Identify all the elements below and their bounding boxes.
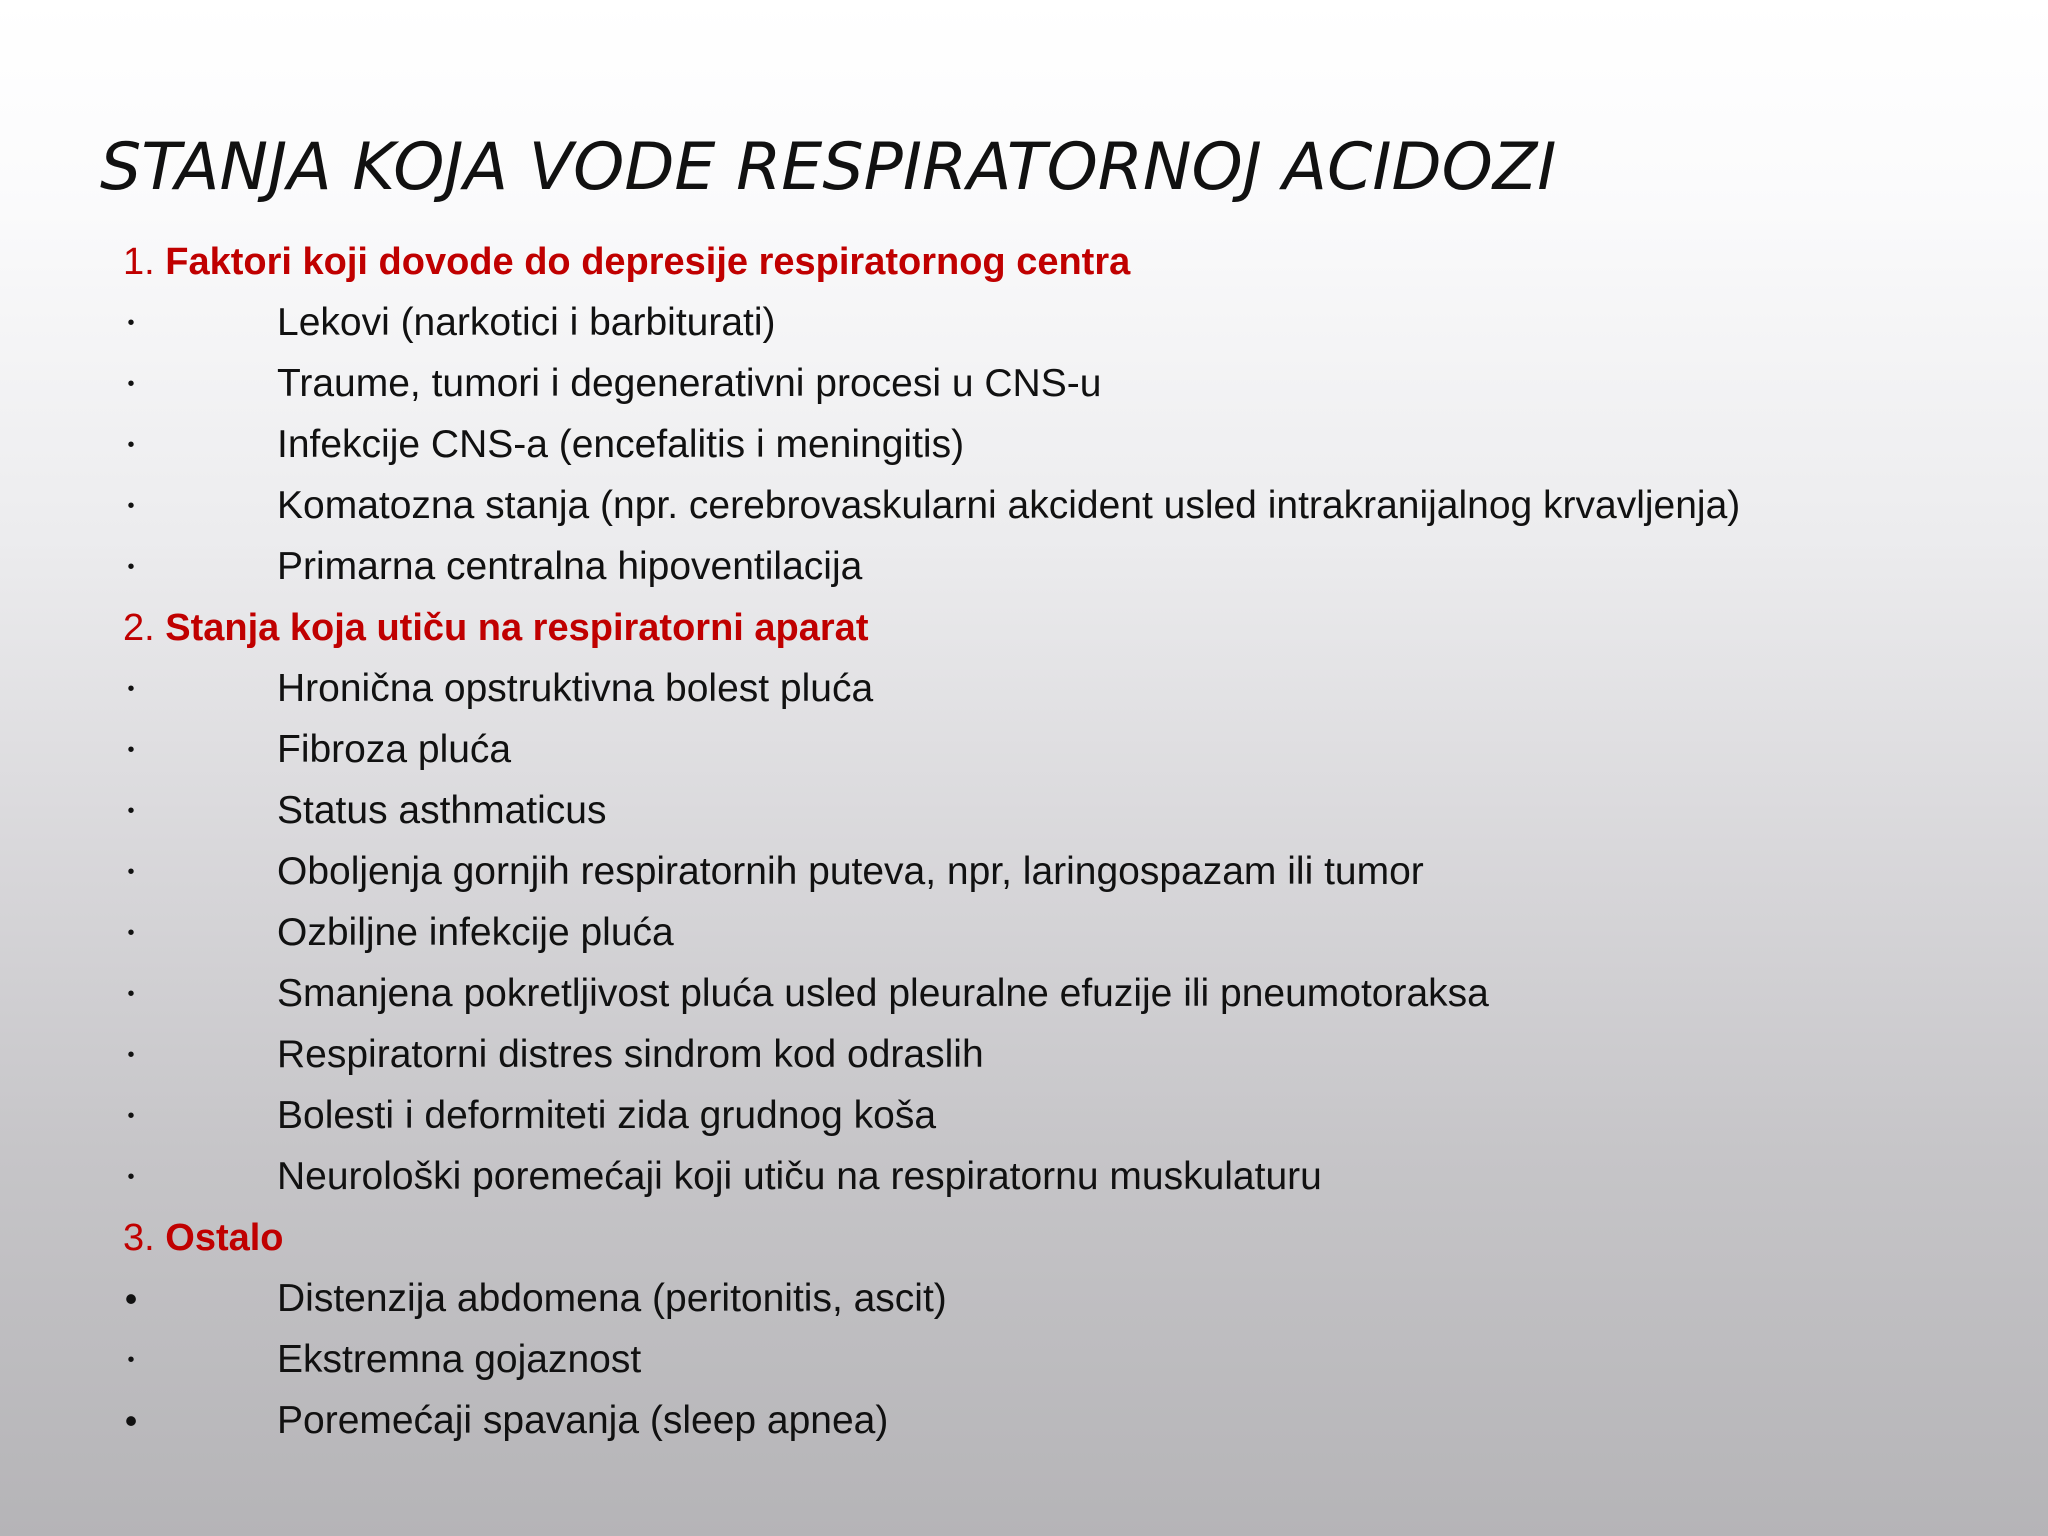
list-item-text: Neurološki poremećaji koji utiču na respiratornu muskulaturu xyxy=(277,1155,1322,1198)
bullet-icon: • xyxy=(127,556,135,578)
slide-content xyxy=(0,232,2048,1452)
bullet-icon: • xyxy=(127,678,135,700)
section-heading-2 xyxy=(0,598,2048,659)
list-item-text: Lekovi (narkotici i barbiturati) xyxy=(277,301,776,344)
section-heading-text: Stanja koja utiču na respiratorni aparat xyxy=(165,607,869,649)
list-item xyxy=(0,659,2048,720)
bullet-icon: • xyxy=(127,1044,135,1066)
list-item xyxy=(0,1147,2048,1208)
list-item xyxy=(0,720,2048,781)
bullet-icon: • xyxy=(127,1166,135,1188)
list-item xyxy=(0,964,2048,1025)
bullet-icon: • xyxy=(127,1105,135,1127)
bullet-icon: • xyxy=(127,373,135,395)
list-item xyxy=(0,1391,2048,1452)
bullet-icon: • xyxy=(124,1278,138,1319)
section-number: 2. xyxy=(123,607,155,649)
list-item-text: Respiratorni distres sindrom kod odraslih xyxy=(277,1033,984,1076)
list-item-text: Infekcije CNS-a (encefalitis i meningitis) xyxy=(277,423,965,466)
slide-title: STANJA KOJA VODE RESPIRATORNOJ ACIDOZI xyxy=(100,130,1557,205)
bullet-icon: • xyxy=(127,739,135,761)
bullet-icon: • xyxy=(127,861,135,883)
list-item xyxy=(0,781,2048,842)
list-item-text: Poremećaji spavanja (sleep apnea) xyxy=(277,1399,889,1442)
bullet-icon: • xyxy=(127,434,135,456)
section-heading-text: Faktori koji dovode do depresije respiratornog centra xyxy=(165,241,1131,283)
bullet-icon: • xyxy=(127,495,135,517)
list-item-text: Primarna centralna hipoventilacija xyxy=(277,545,863,588)
bullet-icon: • xyxy=(127,312,135,334)
section-heading-1 xyxy=(0,232,2048,293)
list-item-text: Komatozna stanja (npr. cerebrovaskularni akcident usled intrakranijalnog krvavljenja) xyxy=(277,484,1741,527)
list-item-text: Distenzija abdomena (peritonitis, ascit) xyxy=(277,1277,947,1320)
list-item xyxy=(0,537,2048,598)
list-item-text: Traume, tumori i degenerativni procesi u CNS-u xyxy=(277,362,1102,405)
section-number: 1. xyxy=(123,241,155,283)
section-heading-3 xyxy=(0,1208,2048,1269)
list-item xyxy=(0,354,2048,415)
list-item-text: Ekstremna gojaznost xyxy=(277,1338,642,1381)
list-item xyxy=(0,842,2048,903)
list-item xyxy=(0,415,2048,476)
list-item-text: Bolesti i deformiteti zida grudnog koša xyxy=(277,1094,937,1137)
bullet-icon: • xyxy=(127,800,135,822)
list-item-text: Oboljenja gornjih respiratornih puteva, npr, laringospazam ili tumor xyxy=(277,850,1424,893)
list-item xyxy=(0,903,2048,964)
list-item xyxy=(0,1025,2048,1086)
list-item xyxy=(0,1330,2048,1391)
bullet-icon: • xyxy=(127,922,135,944)
section-heading-text: Ostalo xyxy=(165,1217,284,1259)
section-number: 3. xyxy=(123,1217,155,1259)
bullet-icon: • xyxy=(124,1400,138,1441)
bullet-icon: • xyxy=(127,983,135,1005)
list-item-text: Ozbiljne infekcije pluća xyxy=(277,911,674,954)
list-item-text: Fibroza pluća xyxy=(277,728,512,771)
list-item-text: Hronična opstruktivna bolest pluća xyxy=(277,667,874,710)
list-item-text: Status asthmaticus xyxy=(277,789,607,832)
list-item-text: Smanjena pokretljivost pluća usled pleuralne efuzije ili pneumotoraksa xyxy=(277,972,1489,1015)
bullet-icon: • xyxy=(127,1349,135,1371)
list-item xyxy=(0,1086,2048,1147)
list-item xyxy=(0,293,2048,354)
list-item xyxy=(0,476,2048,537)
list-item xyxy=(0,1269,2048,1330)
